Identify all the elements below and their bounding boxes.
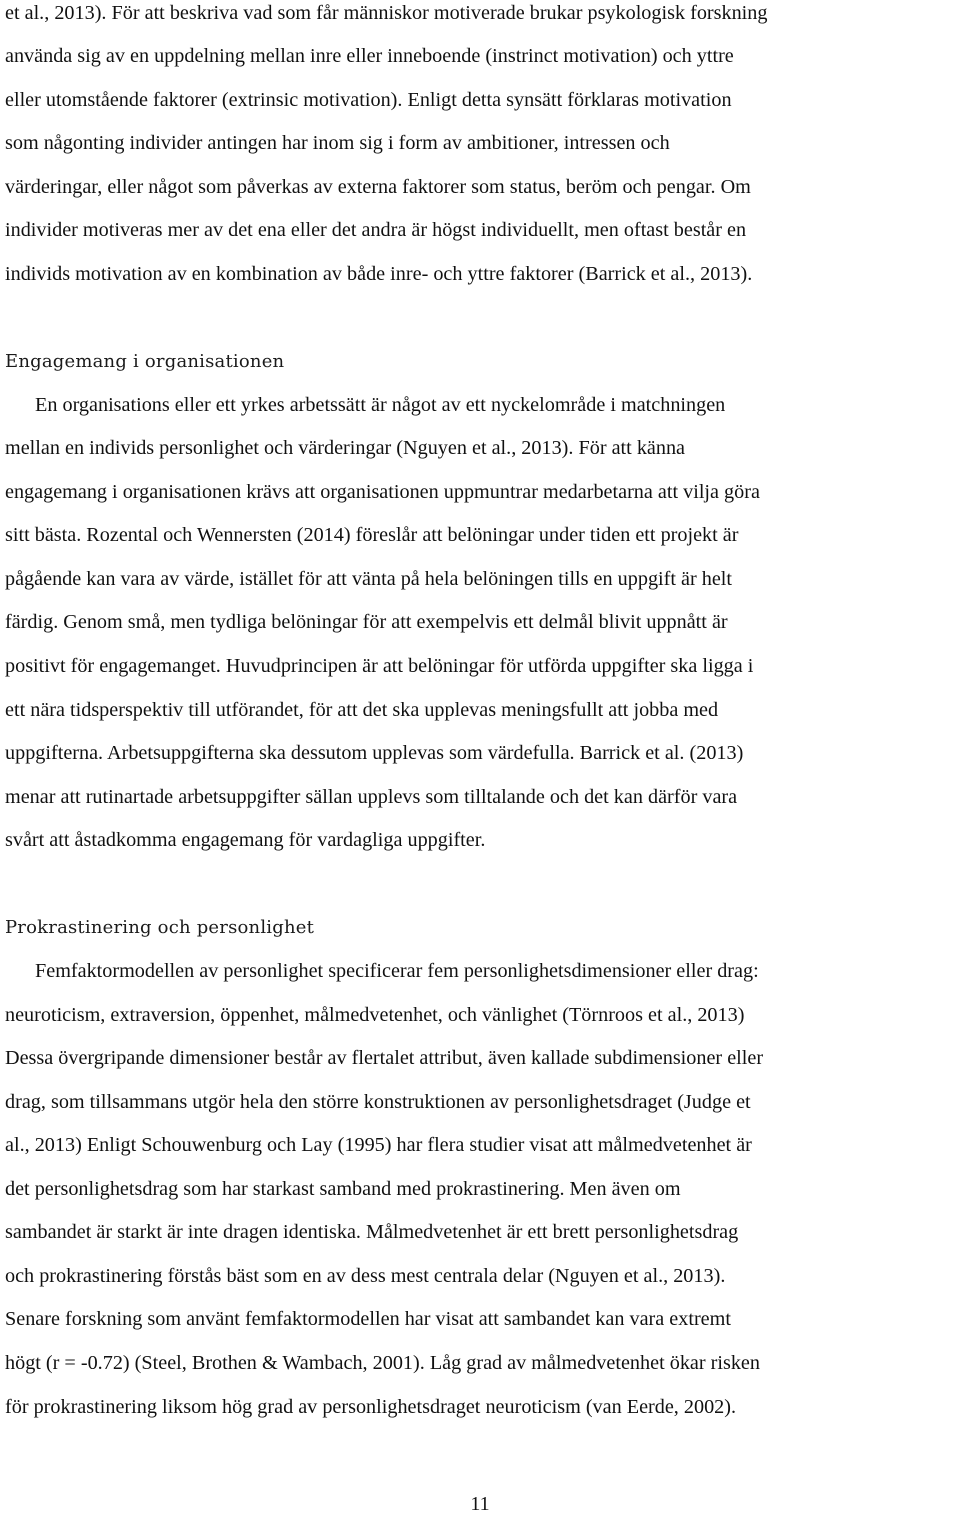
text-line: positivt för engagemanget. Huvudprincipen är att belöningar för utförda uppgifter ska ligga i bbox=[5, 655, 754, 677]
text-line: et al., 2013). För att beskriva vad som får människor motiverade brukar psykologisk forskning bbox=[5, 2, 768, 24]
text-line: sambandet är starkt är inte dragen identiska. Målmedvetenhet är ett brett personlighetsdrag bbox=[5, 1221, 739, 1243]
text-line: färdig. Genom små, men tydliga belöningar för att exempelvis ett delmål blivit uppnått är bbox=[5, 611, 728, 633]
text-line: värderingar, eller något som påverkas av externa faktorer som status, beröm och pengar. Om bbox=[5, 176, 751, 198]
text-line: Dessa övergripande dimensioner består av flertalet attribut, även kallade subdimensioner eller bbox=[5, 1047, 764, 1069]
text-line: högt (r = -0.72) (Steel, Brothen & Wambach, 2001). Låg grad av målmedvetenhet ökar risken bbox=[5, 1352, 760, 1374]
text-line: mellan en individs personlighet och värderingar (Nguyen et al., 2013). För att känna bbox=[5, 437, 686, 459]
text-line: och prokrastinering förstås bäst som en av dess mest centrala delar (Nguyen et al., 2013). bbox=[5, 1265, 726, 1287]
section-heading-procrastination: Prokrastinering och personlighet bbox=[5, 917, 315, 938]
text-line: individer motiveras mer av det ena eller det andra är högst individuellt, men oftast består en bbox=[5, 219, 747, 241]
text-line: som någonting individer antingen har inom sig i form av ambitioner, intressen och bbox=[5, 132, 670, 154]
text-line: uppgifterna. Arbetsuppgifterna ska dessutom upplevas som värdefulla. Barrick et al. (2013) bbox=[5, 742, 744, 764]
text-line: för prokrastinering liksom hög grad av personlighetsdraget neuroticism (van Eerde, 2002). bbox=[5, 1396, 737, 1418]
text-line: svårt att åstadkomma engagemang för vardagliga uppgifter. bbox=[5, 829, 486, 851]
text-line: Femfaktormodellen av personlighet specificerar fem personlighetsdimensioner eller drag: bbox=[35, 960, 759, 982]
page-number: 11 bbox=[470, 1493, 490, 1515]
text-line: al., 2013) Enligt Schouwenburg och Lay (1995) har flera studier visat att målmedvetenhet är bbox=[5, 1134, 752, 1156]
text-line: pågående kan vara av värde, istället för att vänta på hela belöningen tills en uppgift är helt bbox=[5, 568, 733, 590]
text-line: engagemang i organisationen krävs att organisationen uppmuntrar medarbetarna att vilja göra bbox=[5, 481, 760, 503]
text-line: Senare forskning som använt femfaktormodellen har visat att sambandet kan vara extremt bbox=[5, 1308, 731, 1330]
text-line: drag, som tillsammans utgör hela den större konstruktionen av personlighetsdraget (Judge et bbox=[5, 1091, 751, 1113]
text-line: menar att rutinartade arbetsuppgifter sällan upplevs som tilltalande och det kan därför vara bbox=[5, 786, 738, 808]
text-line: eller utomstående faktorer (extrinsic motivation). Enligt detta synsätt förklaras motivation bbox=[5, 89, 732, 111]
section-heading-engagement: Engagemang i organisationen bbox=[5, 351, 285, 372]
text-line: använda sig av en uppdelning mellan inre eller inneboende (instrinct motivation) och yttre bbox=[5, 45, 734, 67]
text-line: ett nära tidsperspektiv till utförandet, för att det ska upplevas meningsfullt att jobba med bbox=[5, 699, 719, 721]
text-line: sitt bästa. Rozental och Wennersten (2014) föreslår att belöningar under tiden ett projekt är bbox=[5, 524, 739, 546]
text-line: individs motivation av en kombination av både inre- och yttre faktorer (Barrick et al., 2013). bbox=[5, 263, 753, 285]
text-line: En organisations eller ett yrkes arbetssätt är något av ett nyckelområde i matchningen bbox=[35, 394, 726, 416]
text-line: det personlighetsdrag som har starkast samband med prokrastinering. Men även om bbox=[5, 1178, 681, 1200]
text-line: neuroticism, extraversion, öppenhet, målmedvetenhet, och vänlighet (Törnroos et al., 2013) bbox=[5, 1004, 745, 1026]
